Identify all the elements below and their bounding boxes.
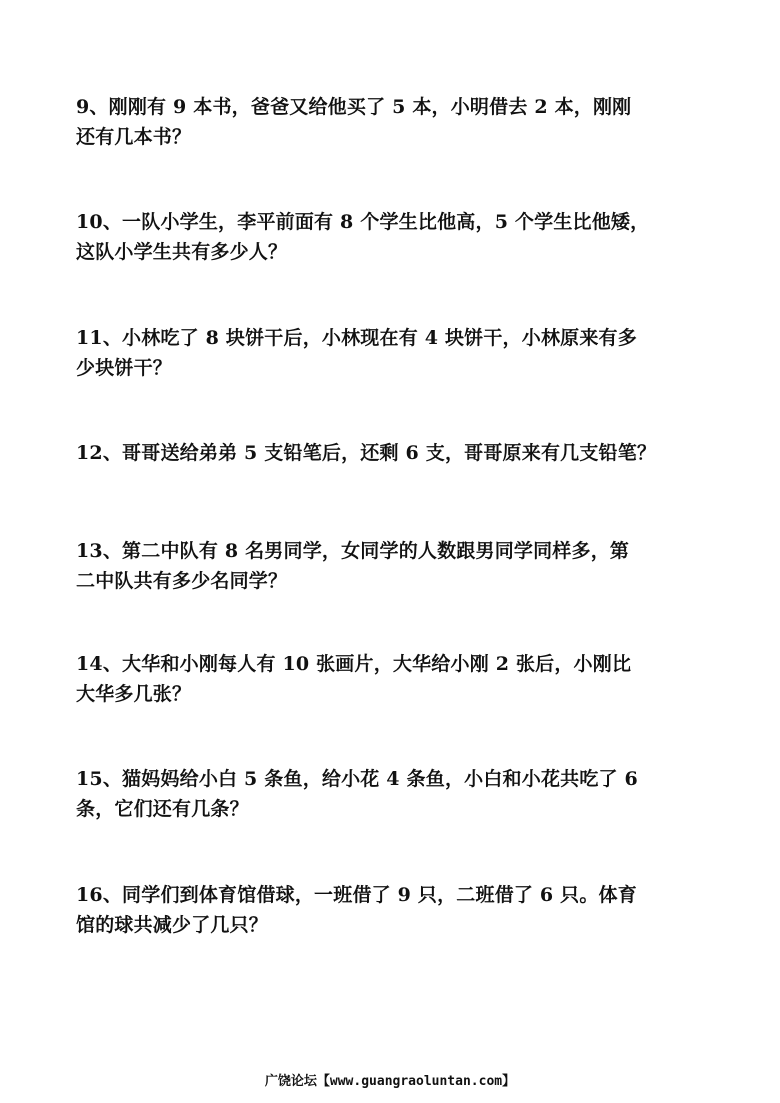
question-9 — [76, 92, 676, 152]
question-12 — [76, 438, 676, 468]
question-16 — [76, 880, 676, 940]
question-line: 15、猫妈妈给小白 5 条鱼，给小花 4 条鱼，小白和小花共吃了 6 — [76, 768, 638, 790]
question-11 — [76, 323, 676, 383]
question-line: 这队小学生共有多少人？ — [76, 241, 288, 263]
question-line: 12、哥哥送给弟弟 5 支铅笔后，还剩 6 支，哥哥原来有几支铅笔？ — [76, 442, 657, 464]
page-footer: 广饶论坛【www.guangraoluntan.com】 — [264, 1074, 516, 1089]
question-line: 二中队共有多少名同学？ — [76, 570, 288, 592]
question-10 — [76, 207, 676, 267]
question-15 — [76, 764, 676, 824]
question-line: 馆的球共减少了几只？ — [76, 914, 269, 936]
question-14 — [76, 649, 676, 709]
question-line: 11、小林吃了 8 块饼干后，小林现在有 4 块饼干，小林原来有多 — [76, 327, 637, 349]
question-line: 9、刚刚有 9 本书，爸爸又给他买了 5 本，小明借去 2 本，刚刚 — [76, 96, 632, 118]
question-line: 13、第二中队有 8 名男同学，女同学的人数跟男同学同样多，第 — [76, 540, 630, 562]
question-line: 少块饼干？ — [76, 357, 173, 379]
question-line: 还有几本书？ — [76, 126, 192, 148]
question-line: 10、一队小学生，李平前面有 8 个学生比他高，5 个学生比他矮， — [76, 211, 650, 233]
question-line: 大华多几张？ — [76, 683, 192, 705]
question-line: 14、大华和小刚每人有 10 张画片，大华给小刚 2 张后，小刚比 — [76, 653, 632, 675]
question-13 — [76, 536, 676, 596]
question-line: 16、同学们到体育馆借球，一班借了 9 只，二班借了 6 只。体育 — [76, 884, 637, 906]
question-line: 条，它们还有几条？ — [76, 798, 249, 820]
